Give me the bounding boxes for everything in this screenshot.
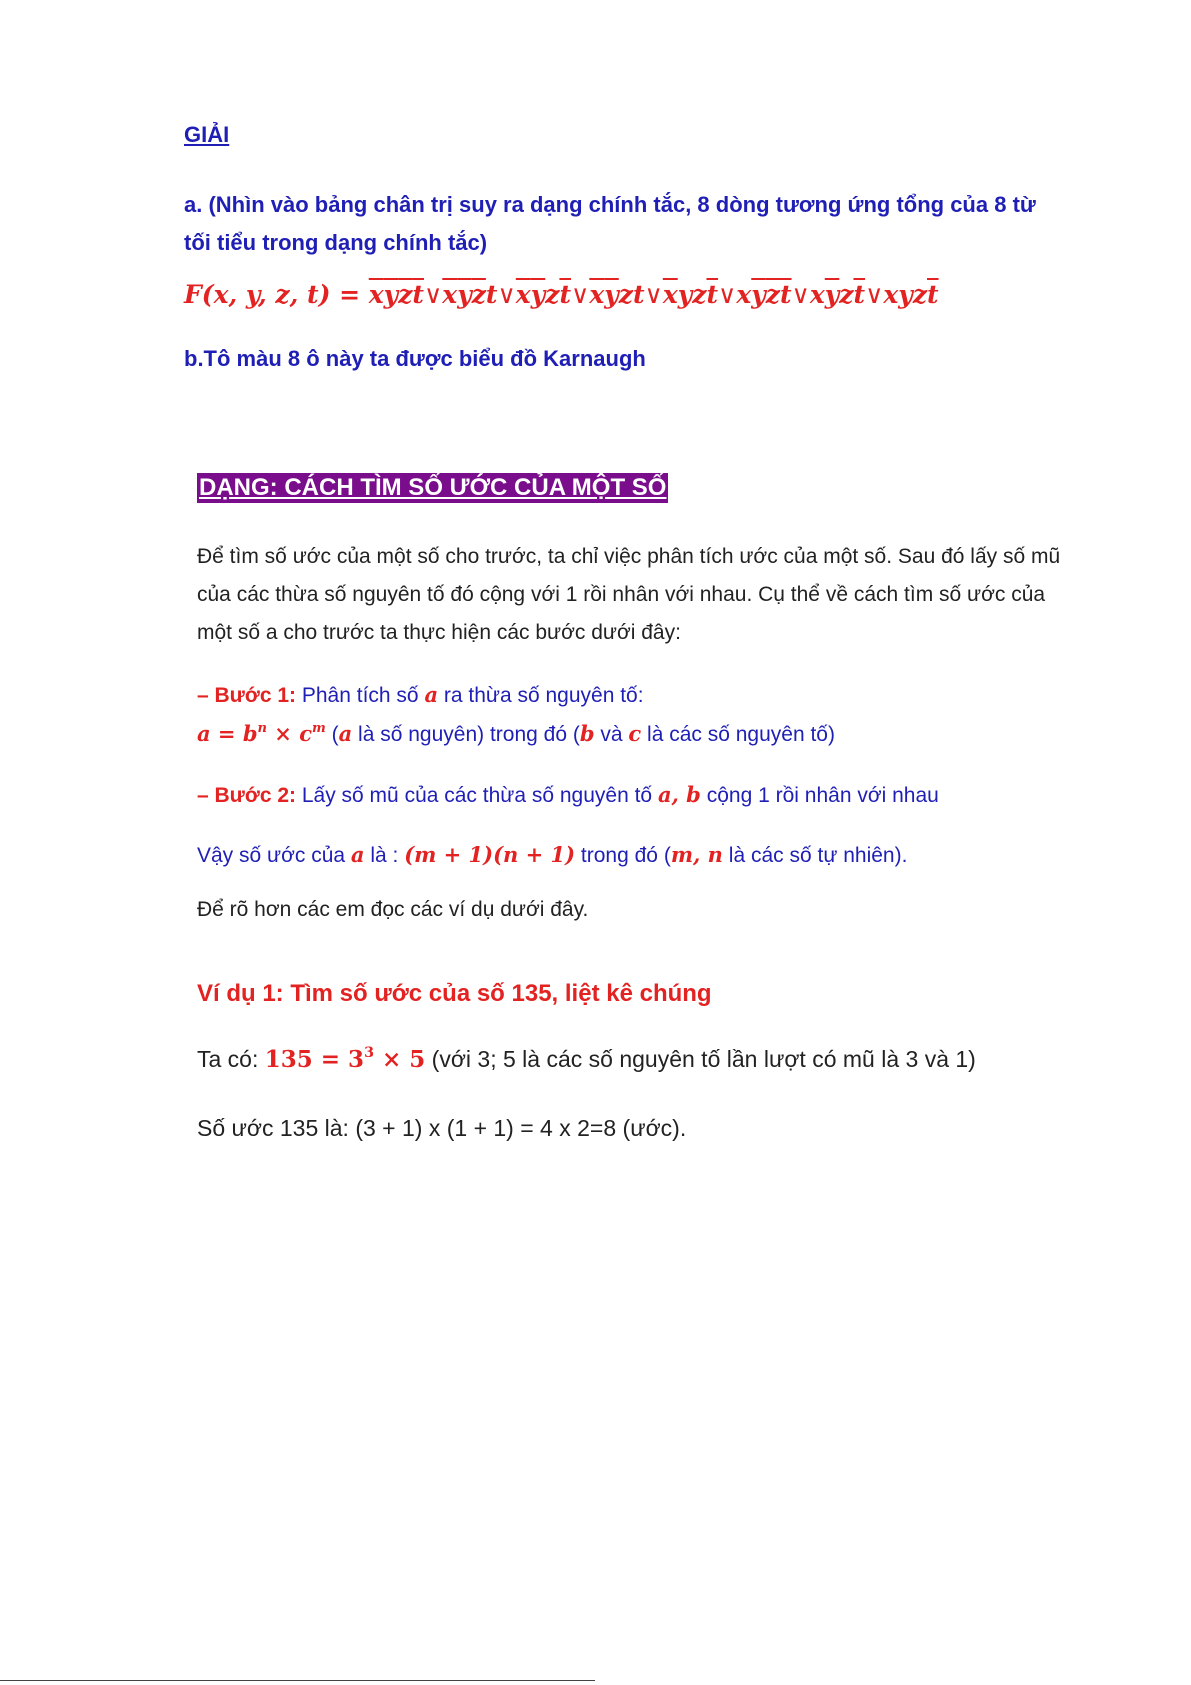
- literal: t: [485, 280, 498, 309]
- minterm: [442, 281, 497, 309]
- eq-135-exp: 3: [364, 1045, 374, 1062]
- var-a: a: [424, 682, 439, 707]
- literal: $\overline{y}$: [751, 280, 766, 309]
- minterm: [516, 281, 571, 309]
- step-1: [197, 676, 1067, 754]
- footer-divider: [0, 1680, 595, 1681]
- conclusion: [197, 836, 1067, 875]
- eq-135-lhs: 135 = 3: [264, 1046, 365, 1073]
- step-2-label: – Bước 2:: [197, 784, 297, 807]
- literal: y: [898, 280, 913, 309]
- literal: $\overline{y}$: [383, 280, 399, 309]
- step-1-label: – Bước 1:: [197, 684, 297, 707]
- minterm: [736, 281, 791, 309]
- literal: $\overline{z}$: [471, 280, 486, 309]
- literal: $\overline{x}$: [662, 280, 678, 309]
- see-examples-text: Để rõ hơn các em đọc các ví dụ dưới đây.: [197, 898, 589, 921]
- literal: $\overline{y}$: [530, 280, 546, 309]
- literal: $\overline{t}$: [706, 280, 719, 309]
- part-b-text: b.Tô màu 8 ô này ta được biểu đồ Karnaugh: [184, 346, 646, 371]
- step-2-text-end: rồi nhân với nhau: [769, 784, 939, 807]
- example-1-title: Ví dụ 1: Tìm số ước của số 135, liệt kê chúng: [197, 980, 712, 1007]
- formula-lhs: F(x, y, z, t) =: [184, 280, 369, 309]
- minterm: [883, 281, 938, 309]
- have-prefix: Ta có:: [197, 1046, 265, 1072]
- conclusion-text-mid: là :: [364, 844, 405, 867]
- or-operator: ∨: [423, 280, 443, 309]
- step-2-text: Lấy số mũ của các thừa số nguyên tố: [296, 784, 658, 807]
- eq-a: a: [197, 721, 211, 746]
- eq-equals: =: [210, 721, 243, 746]
- literal: $\overline{t}$: [559, 280, 571, 309]
- literal: $\overline{y}$: [824, 280, 840, 309]
- section-title: DẠNG: CÁCH TÌM SỐ ƯỚC CỦA MỘT SỐ: [199, 474, 667, 501]
- eq-c: c: [299, 721, 312, 746]
- literal: $\overline{y}$: [604, 280, 619, 309]
- text-va: và: [594, 723, 629, 746]
- var-c: c: [628, 721, 642, 746]
- or-operator: ∨: [497, 280, 516, 309]
- eq-times: ×: [266, 721, 300, 746]
- conclusion-text-after: trong đó (: [575, 844, 671, 867]
- or-operator: ∨: [644, 280, 663, 309]
- conclusion-expr: (m + 1)(n + 1): [404, 842, 576, 867]
- minterm: [663, 281, 718, 309]
- literal: $\overline{y}$: [457, 280, 472, 309]
- formula-terms: [369, 281, 939, 309]
- literal: x: [736, 280, 752, 309]
- step-2-text-after: cộng: [700, 784, 759, 807]
- literal: $\overline{t}$: [853, 280, 866, 309]
- literal: x: [809, 280, 825, 309]
- var-b: b: [579, 721, 595, 746]
- literal: $\overline{z}$: [765, 280, 780, 309]
- paren-text-2: là các số nguyên tố): [641, 723, 835, 746]
- literal: $\overline{x}$: [368, 280, 384, 309]
- step-2-vars: a, b: [657, 782, 701, 807]
- conclusion-text: Vậy số ước của: [197, 844, 351, 867]
- example-1-factorization: [197, 1046, 976, 1073]
- step-1-text: Phân tích số: [296, 684, 425, 707]
- minterm: [810, 281, 865, 309]
- or-operator: ∨: [791, 280, 810, 309]
- solution-heading: GIẢI: [184, 122, 230, 147]
- literal: $\overline{t}$: [412, 280, 424, 309]
- eq-b: b: [242, 721, 258, 746]
- minterm: [589, 281, 644, 309]
- literal: $\overline{x}$: [589, 280, 605, 309]
- part-a-text: a. (Nhìn vào bảng chân trị suy ra dạng chính tắc, 8 dòng tương ứng tổng của 8 từ tối tiểu trong dạng chính tắc): [184, 192, 1036, 255]
- have-suffix: (với 3; 5 là các số nguyên tố lần lượt có mũ là 3 và 1): [425, 1046, 976, 1072]
- paren-text-1: là số nguyên) trong đó (: [352, 723, 580, 746]
- literal: $\overline{t}$: [779, 280, 792, 309]
- literal: z: [618, 280, 633, 309]
- intro-paragraph: Để tìm số ước của một số cho trước, ta chỉ việc phân tích ước của một số. Sau đó lấy số mũ của các thừa số nguyên tố đó cộng với 1 rồi nhân với nhau. Cụ thể về cách tìm số ước của một số a cho trước ta thực hiện các bước dưới đây:: [197, 545, 1061, 644]
- literal: $\overline{x}$: [515, 280, 531, 309]
- conclusion-text-end: là các số tự nhiên).: [722, 844, 908, 867]
- literal: y: [677, 280, 693, 309]
- literal: z: [545, 280, 560, 309]
- literal: $\overline{z}$: [398, 280, 413, 309]
- or-operator: ∨: [865, 280, 884, 309]
- conclusion-var-a: a: [350, 842, 365, 867]
- eq-135-rhs: × 5: [374, 1046, 426, 1073]
- step-2-one: 1: [758, 784, 770, 807]
- literal: $\overline{x}$: [442, 280, 458, 309]
- paren-open: (: [325, 723, 339, 746]
- literal: z: [912, 280, 928, 309]
- or-operator: ∨: [718, 280, 737, 309]
- eq-m: m: [312, 720, 326, 736]
- example-1-count: Số ước 135 là: (3 + 1) x (1 + 1) = 4 x 2=8 (ước).: [197, 1115, 687, 1141]
- step-2: [197, 776, 1067, 815]
- eq-n: n: [257, 720, 267, 736]
- minterm: [369, 281, 424, 309]
- literal: x: [883, 280, 899, 309]
- conclusion-vars: m, n: [670, 842, 723, 867]
- literal: t: [632, 280, 645, 309]
- boolean-formula: [184, 280, 939, 310]
- literal: z: [692, 280, 707, 309]
- or-operator: ∨: [571, 280, 590, 309]
- literal: z: [839, 280, 854, 309]
- step-1-text-after: ra thừa số nguyên tố:: [438, 684, 644, 707]
- literal: $\overline{t}$: [927, 280, 939, 309]
- var-a-2: a: [338, 721, 353, 746]
